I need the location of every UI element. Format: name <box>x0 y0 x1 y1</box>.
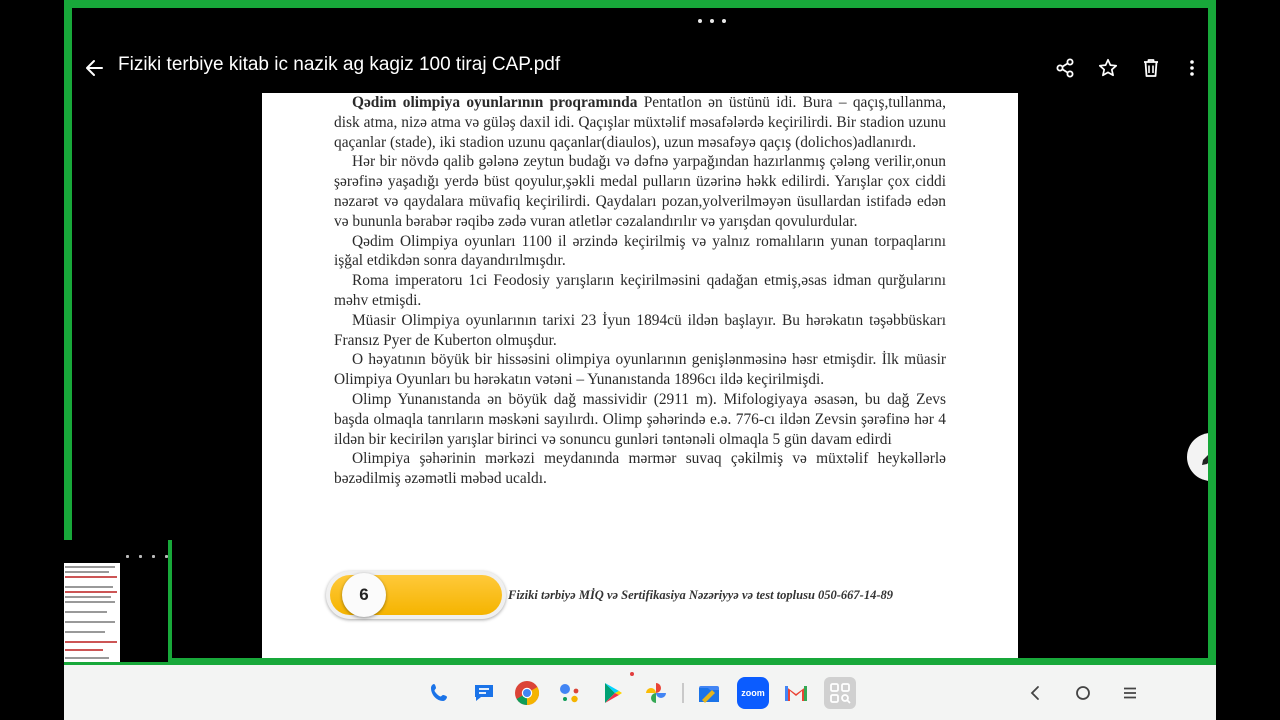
pip-page-thumbnail <box>64 563 120 662</box>
paragraph <box>334 152 946 231</box>
app-drawer-icon <box>828 681 852 705</box>
more-vert-icon <box>1189 59 1195 77</box>
picture-in-picture-window[interactable] <box>64 540 172 666</box>
trash-icon <box>1142 58 1160 78</box>
paragraph-text: Hər bir növdə qalib gələnə zeytun budağı və dəfnə yarpağından hazırlanmış çələng verilir,onun şərəfinə yaşadığı yerdə büst qoyulur,şəkli medal pulların üzərinə həkk edilirdi. Yarışlar çox ciddi nəzarət və qaydalara müvafiq keçirilirdi. Qaydaları pozan,yolverilməyən üsullardan istifadə edən və bununla bərabər rəqibə zədə vuran atletlər cəzalandırılır və yarışdan qovulurdular. <box>334 153 946 230</box>
star-icon <box>1098 58 1118 78</box>
files-icon <box>696 680 722 706</box>
pdf-viewer-screen <box>72 8 1208 658</box>
play-store-app[interactable] <box>599 679 627 707</box>
paragraph-text: Olimpiya şəhərinin mərkəzi meydanında mərmər suvaq çəkilmiş və müxtəlif heykəllərlə bəzədilmiş əzəmətli məbəd ucaldı. <box>334 450 946 488</box>
assistant-icon <box>557 680 583 706</box>
back-button[interactable] <box>78 52 110 84</box>
share-icon <box>1055 58 1075 78</box>
messages-app[interactable] <box>470 679 498 707</box>
paragraph-text: O həyatının böyük bir hissəsini olimpiya oyunlarının genişlənməsinə həsr etmişdir. İlk müasir Olimpiya Oyunları bu hərəkatın vətəni – Yunanıstanda 1896cı ildə keçirilmişdi. <box>334 351 946 389</box>
share-button[interactable] <box>1049 52 1081 84</box>
nav-recents-icon <box>1123 686 1137 700</box>
play-store-icon <box>601 681 625 705</box>
paragraph-text: Roma imperatoru 1ci Feodosiy yarışların keçirilməsini qadağan etmiş,əsas idman qurğularını məhv etmişdi. <box>334 272 946 309</box>
paragraph-text: Qədim Olimpiya oyunları 1100 il ərzində keçirilmiş və yalnız romalıların yunan torpaqlarını işğal etdikdən sonra dayandırılmışdır. <box>334 232 946 270</box>
footer-text: Fiziki tərbiyə MİQ və Sertifikasiya Nəzəriyyə və test toplusu 050-667-14-89 <box>508 588 894 602</box>
paragraph <box>334 311 946 351</box>
paragraph <box>334 271 946 311</box>
page-footer <box>326 571 946 623</box>
gmail-app[interactable] <box>782 679 810 707</box>
arrow-back-icon <box>85 59 103 77</box>
paragraph-text: Pentatlon ən üstünü idi. Bura – qaçış,tullanma, disk atma, nizə atma və güləş daxil idi. Qaçışlar müxtəlif məsafələrdə keçirilirdi. Bir stadion uzunu qaçanlar (stade), iki stadion uzunu qaçanlar(diaulos), uzun məsafəyə qaçış (dolichos)adlanırdı. <box>334 94 946 151</box>
viewer-toolbar <box>72 48 1208 96</box>
paragraph <box>334 232 946 272</box>
pip-toolbar-icons <box>126 552 168 560</box>
taskbar <box>64 665 1216 720</box>
nav-home-icon <box>1075 685 1091 701</box>
paragraph <box>334 350 946 390</box>
messages-icon <box>471 680 497 706</box>
paragraph <box>334 390 946 449</box>
gmail-icon <box>783 682 809 704</box>
window-handle-dots[interactable] <box>698 17 726 25</box>
edit-pencil-icon <box>1199 446 1208 468</box>
page-number-badge <box>326 571 506 619</box>
assistant-app[interactable] <box>556 679 584 707</box>
document-title: Fiziki terbiye kitab ic nazik ag kagiz 100 tiraj CAP.pdf <box>118 54 561 75</box>
photos-app[interactable] <box>642 679 670 707</box>
more-options-button[interactable] <box>1176 52 1208 84</box>
nav-recents-button[interactable] <box>1119 682 1141 704</box>
notification-dot <box>630 672 634 676</box>
page-number: 6 <box>342 573 386 617</box>
photos-icon <box>643 680 669 706</box>
chrome-icon <box>514 680 540 706</box>
chrome-app[interactable] <box>513 679 541 707</box>
edit-button[interactable] <box>1187 433 1208 481</box>
delete-button[interactable] <box>1135 52 1167 84</box>
paragraph <box>334 449 946 489</box>
favorite-button[interactable] <box>1092 52 1124 84</box>
zoom-icon: zoom <box>741 688 765 698</box>
phone-app[interactable] <box>426 679 454 707</box>
pdf-page[interactable] <box>262 93 1018 658</box>
zoom-app[interactable] <box>737 677 769 709</box>
paragraph-text: Olimp Yunanıstanda ən böyük dağ massividir (2911 m). Mifologiyaya əsasən, bu dağ Zevs başda olmaqla tanrıların məskəni sayılırdı. Olimp şəhərində e.ə. 776-cı ildən Zevsin şərəfinə hər 4 ildən bir kecirilən yarışlar birinci və sonuncu gunləri təntənəli olmaqla 5 gün davam edirdi <box>334 390 946 448</box>
paragraph-lead: Qədim olimpiya oyunlarının proqramında <box>352 94 638 111</box>
files-app[interactable] <box>695 679 723 707</box>
nav-home-button[interactable] <box>1072 682 1094 704</box>
pip-screen <box>64 540 168 662</box>
paragraph <box>334 93 946 152</box>
page-body-text <box>334 93 946 489</box>
paragraph-text: Müasir Olimpiya oyunlarının tarixi 23 İyun 1894cü ildən başlayır. Bu hərəkatın təşəbbüskarı Fransız Pyer de Kuberton olmuşdur. <box>334 311 946 349</box>
app-drawer[interactable] <box>824 677 856 709</box>
phone-icon <box>428 681 452 705</box>
taskbar-divider <box>682 683 684 703</box>
nav-back-button[interactable] <box>1024 682 1046 704</box>
nav-back-icon <box>1030 685 1040 701</box>
